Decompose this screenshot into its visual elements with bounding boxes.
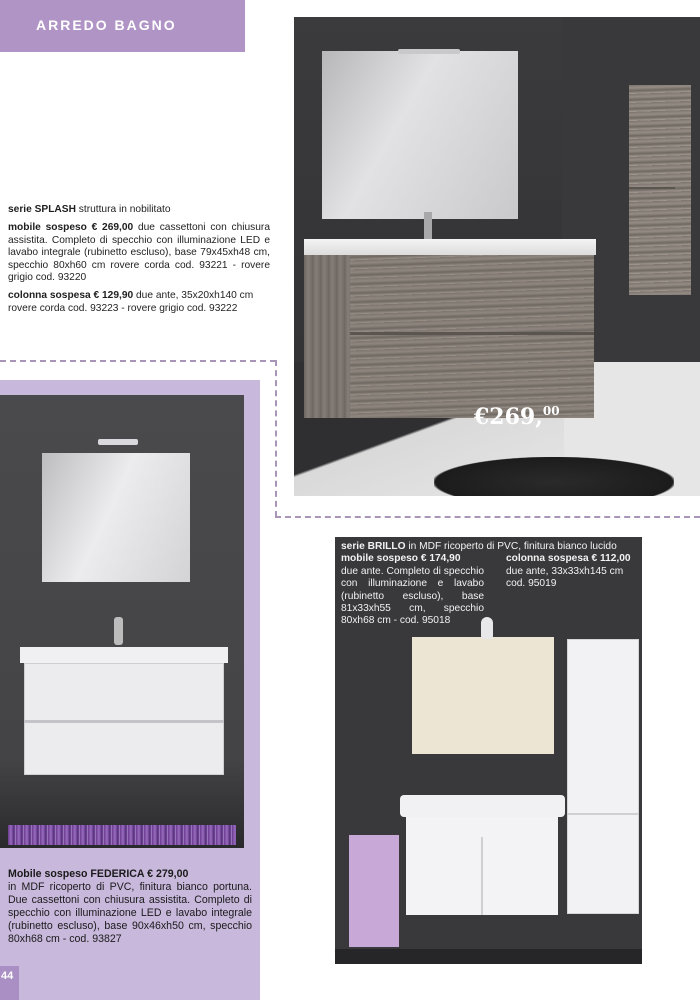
brillo-series-line: [341, 541, 641, 553]
federica-product-photo: [0, 395, 244, 848]
page-number: 44: [1, 970, 14, 982]
column-cabinet: [567, 639, 639, 914]
brillo-mobile-block: [341, 553, 484, 627]
splash-colonna-label: colonna sospesa € 129,90: [8, 290, 134, 302]
federica-title: Mobile sospeso FEDERICA € 279,00: [8, 868, 189, 880]
brillo-series-label: serie BRILLO: [341, 541, 406, 552]
splash-mobile-desc: due cassettoni con chiusura assistita. Completo di specchio con illuminazione LED e lavabo integrale (rubinetto escluso), base 79x45xh48 cm, specchio 80xh60 cm rovere corda cod. 93221 - rovere grigio cod. 93220: [8, 222, 270, 284]
mirror: [322, 51, 518, 219]
column-door-divider: [629, 187, 675, 189]
brillo-description: [341, 541, 641, 628]
price-tag: [474, 404, 560, 430]
splash-colonna-desc: due ante, 35x20xh140 cm rovere corda cod. 93223 - rovere grigio cod. 93222: [8, 290, 254, 314]
mirror: [412, 637, 554, 754]
splash-series-line: [8, 204, 270, 216]
section-title: ARREDO BAGNO: [36, 17, 177, 33]
brillo-colonna-block: [506, 553, 641, 627]
drawer-divider: [350, 332, 594, 335]
led-lamp: [98, 439, 138, 445]
splash-description: [8, 204, 270, 321]
dashed-divider-bottom: [275, 516, 700, 518]
brillo-series-desc: in MDF ricoperto di PVC, finitura bianco lucido: [405, 541, 617, 552]
towel: [349, 835, 399, 947]
dashed-divider-vertical: [275, 360, 277, 517]
price-tag-cents: 00: [542, 404, 560, 418]
basin: [400, 795, 565, 817]
brillo-colonna-desc: due ante, 33x33xh145 cm cod. 95019: [506, 565, 624, 590]
federica-desc: in MDF ricoperto di PVC, finitura bianco portuna. Due cassettoni con chiusura assistita. Completo di specchio con illuminazione LED e lavabo integrale (rubinetto escluso), base 90x46xh50 cm, specchio 80xh68 cm - cod. 93827: [8, 881, 252, 945]
faucet: [114, 617, 123, 645]
purple-rug: [8, 825, 236, 845]
splash-colonna-paragraph: [8, 290, 270, 315]
door-divider: [481, 837, 483, 915]
rug: [434, 457, 674, 496]
vanity-cabinet: [24, 663, 224, 775]
federica-description: [8, 868, 252, 946]
brillo-columns: [341, 553, 641, 627]
splash-series-label: serie SPLASH: [8, 204, 76, 215]
floor: [335, 949, 642, 964]
splash-mobile-paragraph: [8, 222, 270, 284]
dashed-divider-top: [0, 360, 276, 362]
splash-series-desc: struttura in nobilitato: [75, 204, 171, 215]
brillo-mobile-label: mobile sospeso € 174,90: [341, 553, 461, 565]
integrated-basin: [304, 239, 596, 255]
mirror: [42, 453, 190, 582]
drawer-divider: [24, 720, 224, 723]
price-tag-main: €269,: [474, 404, 543, 430]
column-cabinet: [629, 85, 691, 295]
integrated-basin: [20, 647, 228, 663]
splash-mobile-label: mobile sospeso € 269,00: [8, 222, 134, 234]
brillo-colonna-label: colonna sospesa € 112,00: [506, 553, 631, 565]
vanity-cabinet-side: [304, 253, 350, 418]
section-header-band: [0, 0, 245, 52]
led-lamp: [398, 49, 460, 54]
column-door-divider: [567, 813, 639, 815]
faucet: [424, 212, 432, 242]
brillo-mobile-desc: due ante. Completo di specchio con illuminazione e lavabo (rubinetto escluso), base 81x33xh55 cm, specchio 80xh68 cm - cod. 95018: [341, 565, 484, 627]
